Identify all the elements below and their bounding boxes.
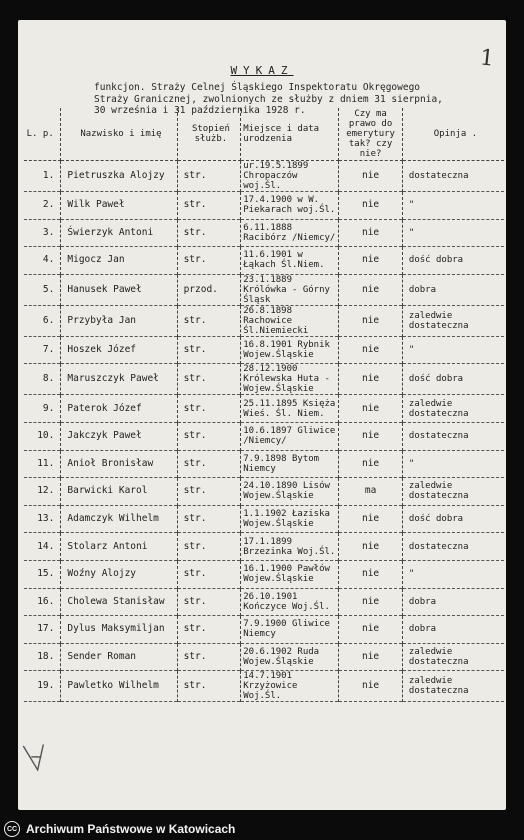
row-opinion: dość dobra (408, 255, 464, 266)
row-pension: ma (339, 478, 403, 506)
table-row (24, 643, 504, 671)
row-lp: 9. (24, 395, 61, 423)
row-pension: nie (339, 395, 403, 423)
row-pension: nie (339, 192, 403, 220)
table-row (24, 192, 504, 220)
row-opinion: " (408, 345, 415, 356)
row-pension: nie (339, 588, 403, 616)
table-row (24, 395, 504, 423)
row-name: Stolarz Antoni (61, 533, 177, 561)
row-name: Świerzyk Antoni (61, 219, 177, 247)
row-birth: 17.1.1899 Brzezinka Woj.Śl. (241, 533, 339, 561)
table-row (24, 560, 504, 588)
row-rank: str. (177, 336, 241, 364)
row-birth: 14.7.1901 Krzyżowice Woj.Śl. (241, 671, 339, 702)
row-opinion: " (408, 200, 415, 211)
row-lp: 11. (24, 450, 61, 478)
row-name: Woźny Alojzy (61, 560, 177, 588)
table-row (24, 336, 504, 364)
row-birth: 28.12.1900 Królewska Huta - Wojew.Śląskie (241, 364, 339, 395)
row-lp: 5. (24, 274, 61, 305)
header-opinion: Opinja . (402, 108, 504, 161)
row-pension: nie (339, 219, 403, 247)
row-pension: nie (339, 616, 403, 644)
row-opinion: " (408, 458, 415, 469)
header-lp: L. p. (24, 108, 61, 161)
row-pension: nie (339, 161, 403, 192)
row-rank: str. (177, 671, 241, 702)
row-opinion: zaledwie dostateczna (408, 310, 469, 331)
header-pension: Czy ma prawo do emerytury tak? czy nie? (339, 108, 403, 161)
row-birth: 26.10.1901 Kończyce Woj.Śl. (241, 588, 339, 616)
row-name: Pietruszka Alojzy (61, 161, 177, 192)
row-rank: str. (177, 247, 241, 275)
row-rank: str. (177, 616, 241, 644)
row-rank: str. (177, 533, 241, 561)
row-rank: str. (177, 305, 241, 336)
row-lp: 8. (24, 364, 61, 395)
row-rank: str. (177, 422, 241, 450)
table-row (24, 671, 504, 702)
row-name: Jakczyk Paweł (61, 422, 177, 450)
row-opinion: dobra (408, 624, 436, 635)
row-birth: 20.6.1902 Ruda Wojew.Śląskie (241, 643, 339, 671)
row-lp: 1. (24, 161, 61, 192)
row-opinion: dobra (408, 596, 436, 607)
row-rank: str. (177, 643, 241, 671)
row-rank: str. (177, 588, 241, 616)
row-lp: 14. (24, 533, 61, 561)
table-row (24, 588, 504, 616)
header-name: Nazwisko i imię (61, 108, 177, 161)
row-opinion: dostateczna (408, 431, 469, 442)
personnel-table (24, 108, 504, 702)
row-pension: nie (339, 305, 403, 336)
table-row (24, 247, 504, 275)
row-birth: 24.10.1890 Lisów Wojew.Śląskie (241, 478, 339, 506)
row-pension: nie (339, 336, 403, 364)
row-rank: str. (177, 219, 241, 247)
table-row (24, 219, 504, 247)
row-rank: str. (177, 192, 241, 220)
row-pension: nie (339, 643, 403, 671)
row-lp: 16. (24, 588, 61, 616)
row-pension: nie (339, 450, 403, 478)
table-row (24, 478, 504, 506)
row-opinion: zaledwie dostateczna (408, 647, 469, 668)
row-opinion: zaledwie dostateczna (408, 676, 469, 697)
row-rank: przod. (177, 274, 241, 305)
row-birth: 1.1.1902 Łaziska Wojew.Śląskie (241, 505, 339, 533)
table-row (24, 533, 504, 561)
row-opinion: dostateczna (408, 171, 469, 181)
row-opinion: zaledwie dostateczna (408, 481, 469, 502)
table-row (24, 450, 504, 478)
row-name: Wilk Paweł (61, 192, 177, 220)
row-lp: 18. (24, 643, 61, 671)
row-pension: nie (339, 422, 403, 450)
row-rank: str. (177, 364, 241, 395)
header-rank: Stopień służb. (177, 108, 241, 161)
table-row (24, 505, 504, 533)
table-row (24, 616, 504, 644)
row-birth: 25.11.1895 Księża Wieś. Śl. Niem. (241, 395, 339, 423)
row-birth: 16.8.1901 Rybnik Wojew.Śląskie (241, 336, 339, 364)
row-pension: nie (339, 505, 403, 533)
row-birth: 10.6.1897 Gliwice /Niemcy/ (241, 422, 339, 450)
row-birth: 7.9.1898 Bytom Niemcy (241, 450, 339, 478)
row-pension: nie (339, 533, 403, 561)
row-rank: str. (177, 505, 241, 533)
row-lp: 4. (24, 247, 61, 275)
row-birth: 11.6.1901 w Łąkach Śl.Niem. (241, 247, 339, 275)
table-body (24, 161, 504, 702)
row-pension: nie (339, 247, 403, 275)
row-birth: 23.1.1889 Królówka - Górny Śląsk (241, 274, 339, 305)
row-lp: 6. (24, 305, 61, 336)
row-birth: 17.4.1900 w W. Piekarach woj.Śl. (241, 192, 339, 220)
row-opinion: dobra (408, 284, 436, 295)
row-lp: 15. (24, 560, 61, 588)
row-pension: nie (339, 274, 403, 305)
row-rank: str. (177, 161, 241, 192)
table-header-row (24, 108, 504, 161)
row-opinion: " (408, 227, 415, 238)
archive-footer (0, 818, 524, 840)
row-rank: str. (177, 560, 241, 588)
row-name: Paterok Józef (61, 395, 177, 423)
row-rank: str. (177, 395, 241, 423)
header-birth: Miejsce i data urodzenia (241, 108, 339, 161)
row-lp: 17. (24, 616, 61, 644)
row-name: Cholewa Stanisław (61, 588, 177, 616)
row-rank: str. (177, 450, 241, 478)
creative-commons-icon: CC (4, 821, 20, 837)
document-subtitle: funkcjon. Straży Celnej Śląskiego Inspektoratu Okręgowego Straży Granicznej, zwolnionych ze służby z dniem 31 sierpnia, 30 września i 31 października 1928 r. (94, 82, 443, 116)
row-lp: 19. (24, 671, 61, 702)
row-birth: 6.11.1888 Racibórz /Niemcy/ (241, 219, 339, 247)
row-name: Hanusek Paweł (61, 274, 177, 305)
row-pension: nie (339, 671, 403, 702)
row-name: Pawletko Wilhelm (61, 671, 177, 702)
row-lp: 3. (24, 219, 61, 247)
row-name: Dylus Maksymiljan (61, 616, 177, 644)
row-opinion: " (408, 569, 415, 580)
row-name: Anioł Bronisław (61, 450, 177, 478)
row-birth: 7.9.1900 Gliwice Niemcy (241, 616, 339, 644)
row-opinion: dostateczna (408, 541, 469, 552)
table-row (24, 161, 504, 192)
row-opinion: dość dobra (408, 374, 464, 385)
page-number: 1 (478, 45, 496, 72)
row-name: Hoszek Józef (61, 336, 177, 364)
table-row (24, 274, 504, 305)
row-birth: ur.19.5.1899 Chropaczów woj.Śl. (241, 161, 339, 192)
row-lp: 2. (24, 192, 61, 220)
row-lp: 12. (24, 478, 61, 506)
table-row (24, 422, 504, 450)
row-lp: 10. (24, 422, 61, 450)
row-birth: 16.1.1900 Pawłów Wojew.Śląskie (241, 560, 339, 588)
row-lp: 13. (24, 505, 61, 533)
row-name: Sender Roman (61, 643, 177, 671)
row-name: Maruszczyk Paweł (61, 364, 177, 395)
table-row (24, 305, 504, 336)
row-rank: str. (177, 478, 241, 506)
document-heading: WYKAZ (230, 64, 294, 77)
row-name: Przybyła Jan (61, 305, 177, 336)
row-opinion: zaledwie dostateczna (408, 398, 469, 419)
archive-name: Archiwum Państwowe w Katowicach (26, 822, 236, 836)
row-name: Migocz Jan (61, 247, 177, 275)
row-pension: nie (339, 364, 403, 395)
row-birth: 26.8.1898 Rachowice Śl.Niemiecki (241, 305, 339, 336)
table-row (24, 364, 504, 395)
row-pension: nie (339, 560, 403, 588)
row-lp: 7. (24, 336, 61, 364)
row-opinion: dość dobra (408, 514, 464, 525)
row-name: Barwicki Karol (61, 478, 177, 506)
row-name: Adamczyk Wilhelm (61, 505, 177, 533)
